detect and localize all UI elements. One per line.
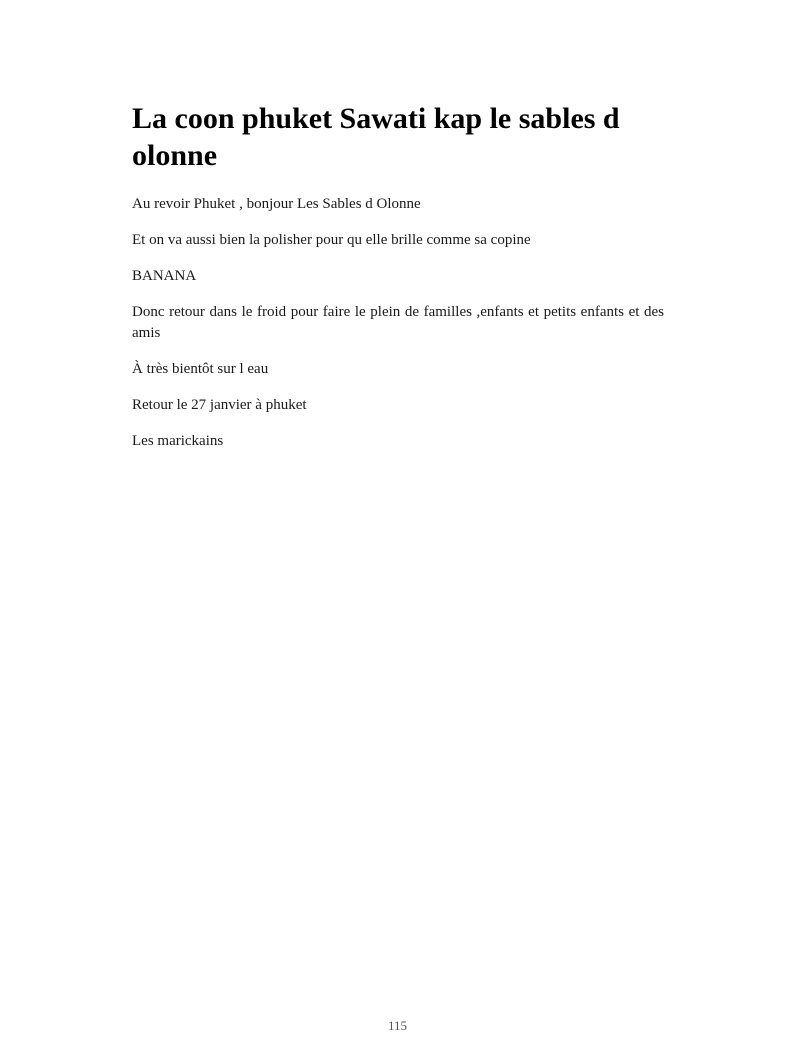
page-number: 115 <box>387 1018 408 1033</box>
paragraph-4: Donc retour dans le froid pour faire le plein de familles ,enfants et petits enfants et des amis <box>132 304 664 341</box>
paragraph-5: À très bientôt sur l eau <box>132 361 269 377</box>
paragraph-6: Retour le 27 janvier à phuket <box>132 397 307 413</box>
paragraph-7: Les marickains <box>132 433 224 449</box>
page-title: La coon phuket Sawati kap le sables d olonne <box>132 102 620 172</box>
body-text <box>132 194 664 467</box>
paragraph-1: Au revoir Phuket , bonjour Les Sables d Olonne <box>132 196 421 212</box>
paragraph-3: BANANA <box>132 268 197 284</box>
paragraph-2: Et on va aussi bien la polisher pour qu elle brille comme sa copine <box>132 232 531 248</box>
